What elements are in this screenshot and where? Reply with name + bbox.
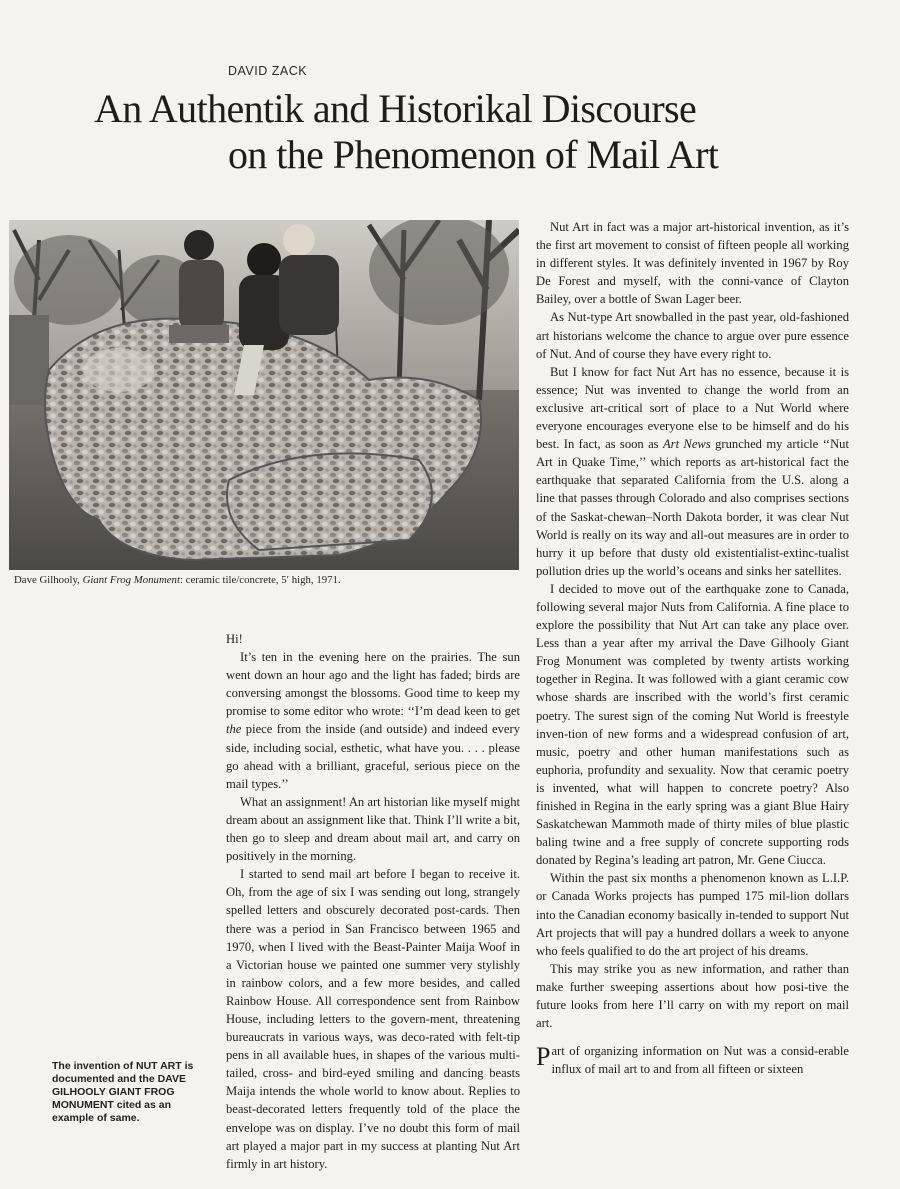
text-run: But I know for fact Nut Art has no essence, because it is essence; Nut was invented to change the world from an exclusive art-critical sort of place to a Nut World where everyone encourages everyone else to be himself and do his best. In fact, as soon as [536, 364, 849, 452]
paragraph: Nut Art in fact was a major art-historical invention, as it’s the first art movement to consist of fifteen people all working in different styles. It was definitely invented in 1967 by Roy De Forest and myself, with the conni-vance of Clayton Bailey, over a bottle of Swan Lager beer. [536, 220, 849, 307]
caption-title: Giant Frog Monument [82, 574, 180, 586]
text-run: It’s ten in the evening here on the prairies. The sun went down an hour ago and the light has faded; birds are conversing amongst the blossoms. Good time to keep my promise to some editor who wrote: ‘‘I’m dead keen to get [226, 650, 520, 719]
right-column [536, 218, 849, 1078]
caption-details: : ceramic tile/concrete, 5′ high, 1971. [179, 574, 341, 586]
text-run: art of organizing information on Nut was a consid-erable influx of mail art to and from all fifteen or sixteen [551, 1044, 849, 1077]
paragraph: Within the past six months a phenomenon known as L.I.P. or Canada Works projects has pumped 175 mil-lion dollars into the Canadian economy basically in-tended to support Nut Art projects that will pay a hundred dollars a week to anyone who feels qualified to do the art project of his dreams. [536, 871, 849, 958]
sidebar-note: The invention of NUT ART is documented and the DAVE GILHOOLY GIANT FROG MONUMENT cited as an example of same. [52, 1060, 194, 1124]
paragraph [536, 363, 849, 580]
paragraph: As Nut-type Art snowballed in the past year, old-fashioned art historians welcome the chance to argue over pure essence of Nut. And of course they have every right to. [536, 310, 849, 361]
paragraph [536, 1042, 849, 1078]
author-name: DAVID ZACK [228, 64, 308, 78]
greeting: Hi! [226, 632, 243, 646]
frog-monument-photo [9, 220, 519, 570]
italic-text: the [226, 722, 242, 737]
title-line-2: on the Phenomenon of Mail Art [228, 132, 719, 177]
paragraph: I started to send mail art before I began to receive it. Oh, from the age of six I was sending out long, strangely spelled letters and obscurely decorated post-cards. Then there was a period in San Francisco between 1965 and 1970, when I lived with the Beast-Painter Maija Woof in a Victorian house we painted one summer very stylishly in rainbow colors, and a few more besides, and called Rainbow House. All correspondence sent from Rainbow House, including letters to the govern-ment, threatening bureaucrats in various ways, was deco-rated with felt-tip pens in all available hues, in shapes of the various multi-tailed, cross- and bird-eyed smiling and dancing beasts Maija intends the whole world to know about. Replies to beast-decorated letters frequently told of the place the envelope was on display. I’ve no doubt this form of mail art played a major part in my success at planting Nut Art firmly in art history. [226, 867, 520, 1171]
paragraph [226, 648, 520, 793]
text-run: grunched my article ‘‘Nut Art in Quake Time,’’ which reports as art-historical fact the earthquake that separated California from the U.S. along a line that passes through Colorado and also comprises sections of the Saskat-chewan–North Dakota border, it was clear Nut World is really on its way and all-out measures are in order to hurry it up before that dusty old existentialist-extinc-tualist pollution dries up the world’s oceans and sinks her satellites. [536, 437, 849, 578]
paragraph: This may strike you as new information, and rather than make further sweeping assertions about how posi-tive the future looks from here I’ll carry on with my report on mail art. [536, 961, 849, 1031]
italic-text: Art News [662, 437, 711, 452]
drop-cap: P [536, 1042, 551, 1072]
paragraph: I decided to move out of the earthquake zone to Canada, following several major Nuts from California. A fine place to explore the possibility that Nut Art can take any place over. Less than a year after my arrival the Dave Gilhooly Giant Frog Monument was completed by twenty artists working together in Regina. It was followed with a giant ceramic cow whose shards are inscribed with the world’s first ceramic poetry. The surest sign of the coming Nut World is freestyle inven-tion of new forms and a widespread confusion of art, music, poetry and other human manifestations such as euphoria, profundity and sexuality. Now that ceramic poetry is invented, what will happen to concrete poetry? Also finished in Regina in the early spring was a giant Blue Hairy Saskatchewan Mammoth made of thirty miles of blue plastic baling twine and a free supply of concrete supporting rods donated by Regina’s leading art patron, Mr. Gene Ciucca. [536, 581, 849, 868]
paragraph: What an assignment! An art historian like myself might dream about an assignment like that. Think I’ll write a bit, then go to sleep and dream about mail art, and carry on positively in the morning. [226, 794, 520, 864]
text-run: piece from the inside (and outside) and indeed every side, including social, esthetic, what have you. . . . please go ahead with a brilliant, graceful, serious piece on the mail types.’’ [226, 722, 520, 791]
middle-column [226, 630, 520, 1173]
title-line-1: An Authentik and Historikal Discourse [94, 86, 697, 131]
photo-caption [14, 573, 514, 587]
caption-artist: Dave Gilhooly, [14, 574, 83, 586]
